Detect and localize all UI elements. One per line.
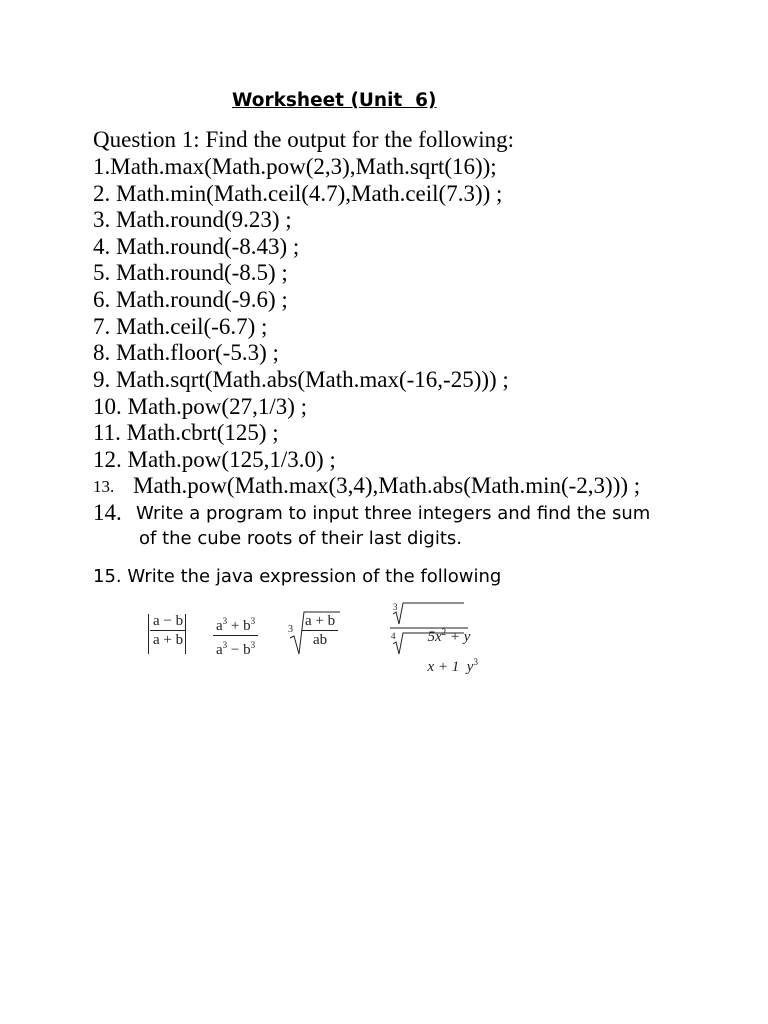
expr3-denominator: ab (312, 632, 328, 648)
item-13-number: 13. (93, 477, 115, 496)
item-4: 4. Math.round(-8.43) ; (93, 234, 300, 259)
expr4-num-exp: 2 (441, 627, 447, 637)
item-7: 7. Math.ceil(-6.7) ; (93, 314, 268, 339)
item-10: 10. Math.pow(27,1/3) ; (93, 394, 308, 419)
expression-cube-root-fraction (286, 608, 342, 656)
expr2-den-b-exp: 3 (250, 640, 256, 650)
item-1: 1.Math.max(Math.pow(2,3),Math.sqrt(16)); (93, 154, 497, 179)
expr2-den-a-exp: 3 (222, 640, 228, 650)
expr2-den-minus-b: − b (227, 642, 251, 658)
expr2-num-b-exp: 3 (250, 616, 256, 626)
worksheet-title: Worksheet (Unit 6) (232, 90, 437, 111)
item-11: 11. Math.cbrt(125) ; (93, 420, 279, 445)
expr2-den-a: a (216, 642, 223, 658)
expression-cube-fraction (213, 612, 258, 659)
item-3: 3. Math.round(9.23) ; (93, 207, 292, 232)
item-13-text: Math.pow(Math.max(3,4),Math.abs(Math.min(-2,3))) ; (133, 473, 641, 498)
item-14-line-1: Write a program to input three integers and find the sum (136, 503, 651, 524)
expr4-den-x-plus-1: x + 1 (427, 659, 460, 675)
expr2-num-plus-b: + b (227, 618, 251, 634)
expr4-den-y: y (466, 659, 474, 675)
item-8: 8. Math.floor(-5.3) ; (93, 340, 279, 365)
expr3-numerator: a + b (305, 613, 336, 629)
item-6: 6. Math.round(-9.6) ; (93, 287, 288, 312)
expr1-denominator: a + b (153, 632, 184, 648)
expr1-numerator: a − b (153, 613, 184, 629)
expr4-cube-root-index: 3 (393, 602, 398, 612)
expr2-num-a-exp: 3 (222, 616, 228, 626)
expr4-num-plus-y: + y (446, 629, 471, 645)
question-1-heading: Question 1: Find the output for the following: (93, 127, 514, 152)
item-14-line-2: of the cube roots of their last digits. (139, 528, 462, 549)
item-14-number: 14. (93, 500, 122, 525)
expr4-fourth-root-index: 4 (391, 631, 396, 641)
expr4-den-exp: 3 (473, 657, 478, 667)
item-15-text: 15. Write the java expression of the following (93, 566, 502, 587)
item-12: 12. Math.pow(125,1/3.0) ; (93, 447, 336, 472)
expr4-num-5x: 5x (427, 629, 442, 645)
item-9: 9. Math.sqrt(Math.abs(Math.max(-16,-25))) ; (93, 367, 509, 392)
item-2: 2. Math.min(Math.ceil(4.7),Math.ceil(7.3)) ; (93, 181, 503, 206)
item-5: 5. Math.round(-8.5) ; (93, 260, 288, 285)
expr2-num-a: a (216, 618, 223, 634)
expr3-root-index: 3 (288, 624, 293, 635)
expression-abs-fraction (148, 612, 186, 649)
expression-root-fraction (388, 600, 478, 675)
